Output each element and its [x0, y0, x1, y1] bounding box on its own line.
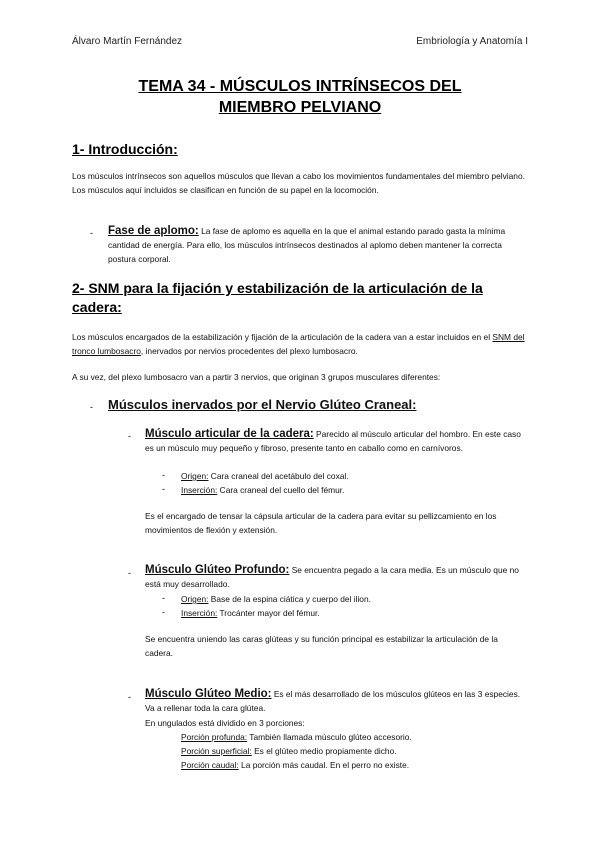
- section-2-paragraph-1: [72, 330, 528, 358]
- p1-after: , inervados por nervios procedentes del plexo lumbosacro.: [140, 346, 358, 356]
- insercion-label: Inserción:: [181, 485, 218, 495]
- origen-label: Origen:: [181, 594, 209, 604]
- porcion-caudal: [181, 758, 528, 772]
- group-label: Músculos inervados por el Nervio Glúteo Craneal:: [108, 397, 417, 412]
- page-header: [72, 36, 528, 52]
- profundo-note: Se encuentra uniendo las caras glúteas y su función principal es estabilizar la articulación de la cadera.: [145, 634, 498, 658]
- origen-text: Base de la espina ciática y cuerpo del ilion.: [208, 594, 371, 604]
- profundo-origen: [181, 592, 528, 606]
- aplomo-bullet: [108, 224, 528, 266]
- porcion-caudal-text: La porción más caudal. En el perro no existe.: [238, 760, 410, 770]
- snm-lumbosacro-link: SNM del tronco lumbosacro: [72, 332, 525, 356]
- section-2-heading-line-1: 2- SNM para la fijación y estabilización de la articulación de la: [72, 280, 483, 296]
- title-line-2: MIEMBRO PELVIANO: [218, 99, 382, 116]
- bullet-dash: -: [128, 568, 131, 578]
- aplomo-label: Fase de aplomo:: [108, 225, 199, 237]
- articular-cadera-item: [145, 427, 528, 455]
- section-2-heading-line-2: cadera:: [72, 299, 122, 315]
- articular-insercion: [181, 483, 528, 497]
- medio-label: Músculo Glúteo Medio:: [145, 688, 272, 700]
- porcion-superficial: [181, 744, 528, 758]
- profundo-text: Se encuentra pegado a la cara media. Es un músculo que no está muy desarrollado.: [145, 565, 519, 589]
- articular-text: Parecido al músculo articular del hombro. En este caso es un músculo muy pequeño y fibroso, presente tanto en caballo como en carnívoros.: [145, 429, 521, 453]
- section-1-heading: 1- Introducción:: [72, 141, 178, 157]
- bullet-dash: -: [90, 228, 93, 238]
- medio-ungulados: En ungulados está dividido en 3 porciones:: [145, 718, 305, 728]
- articular-note: Es el encargado de tensar la cápsula articular de la cadera para evitar su pellizcamiento en los movimientos de flexión y extensión.: [145, 511, 497, 535]
- header-author: Álvaro Martín Fernández: [72, 36, 183, 47]
- bullet-dash: -: [162, 470, 165, 480]
- insercion-label: Inserción:: [181, 608, 218, 618]
- page-title: [72, 76, 528, 118]
- aplomo-text: La fase de aplomo es aquella en la que el animal estando parado gasta la mínima cantidad de energía. Para ello, los músculos intrínsecos destinados al aplomo deben mantener la correcta postura corporal.: [108, 226, 506, 264]
- profundo-label: Músculo Glúteo Profundo:: [145, 564, 290, 576]
- bullet-dash: -: [128, 692, 131, 702]
- bullet-dash: -: [128, 431, 131, 441]
- gluteo-profundo-item: [145, 563, 528, 591]
- bullet-dash: -: [90, 402, 93, 412]
- articular-label: Músculo articular de la cadera:: [145, 428, 314, 440]
- porcion-profunda-text: También llamada músculo glúteo accesorio.: [247, 732, 412, 742]
- porcion-caudal-label: Porción caudal:: [181, 760, 239, 770]
- p1-before: Los músculos encargados de la estabilización y fijación de la articulación de la cadera van a estar incluidos en el: [72, 332, 493, 342]
- bullet-dash: -: [162, 593, 165, 603]
- porcion-profunda: [181, 730, 528, 744]
- insercion-text: Trocánter mayor del fémur.: [217, 608, 320, 618]
- section-2-heading: [72, 279, 528, 317]
- porcion-profunda-label: Porción profunda:: [181, 732, 248, 742]
- group-gluteo-craneal: [108, 398, 528, 413]
- insercion-text: Cara craneal del cuello del fémur.: [217, 485, 345, 495]
- origen-text: Cara craneal del acetábulo del coxal.: [208, 471, 349, 481]
- section-2-paragraph-2: A su vez, del plexo lumbosacro van a partir 3 nervios, que originan 3 grupos musculares diferentes:: [72, 372, 441, 382]
- articular-origen: [181, 469, 528, 483]
- header-subject: Embriología y Anatomía I: [416, 36, 528, 47]
- porcion-superficial-text: Es el glúteo medio propiamente dicho.: [251, 746, 397, 756]
- origen-label: Origen:: [181, 471, 209, 481]
- profundo-insercion: [181, 606, 528, 620]
- medio-text: Es el más desarrollado de los músculos glúteos en las 3 especies. Va a rellenar toda la cara glútea.: [145, 689, 521, 713]
- porcion-superficial-label: Porción superficial:: [181, 746, 252, 756]
- bullet-dash: -: [162, 607, 165, 617]
- intro-paragraph: Los músculos intrínsecos son aquellos músculos que llevan a cabo los movimientos fundamentales del miembro pelviano. Los músculos aquí incluidos se clasifican en función de su papel en la locomoción.: [72, 171, 525, 195]
- bullet-dash: -: [162, 484, 165, 494]
- title-line-1: TEMA 34 - MÚSCULOS INTRÍNSECOS DEL: [138, 78, 462, 95]
- gluteo-medio-item: [145, 687, 528, 715]
